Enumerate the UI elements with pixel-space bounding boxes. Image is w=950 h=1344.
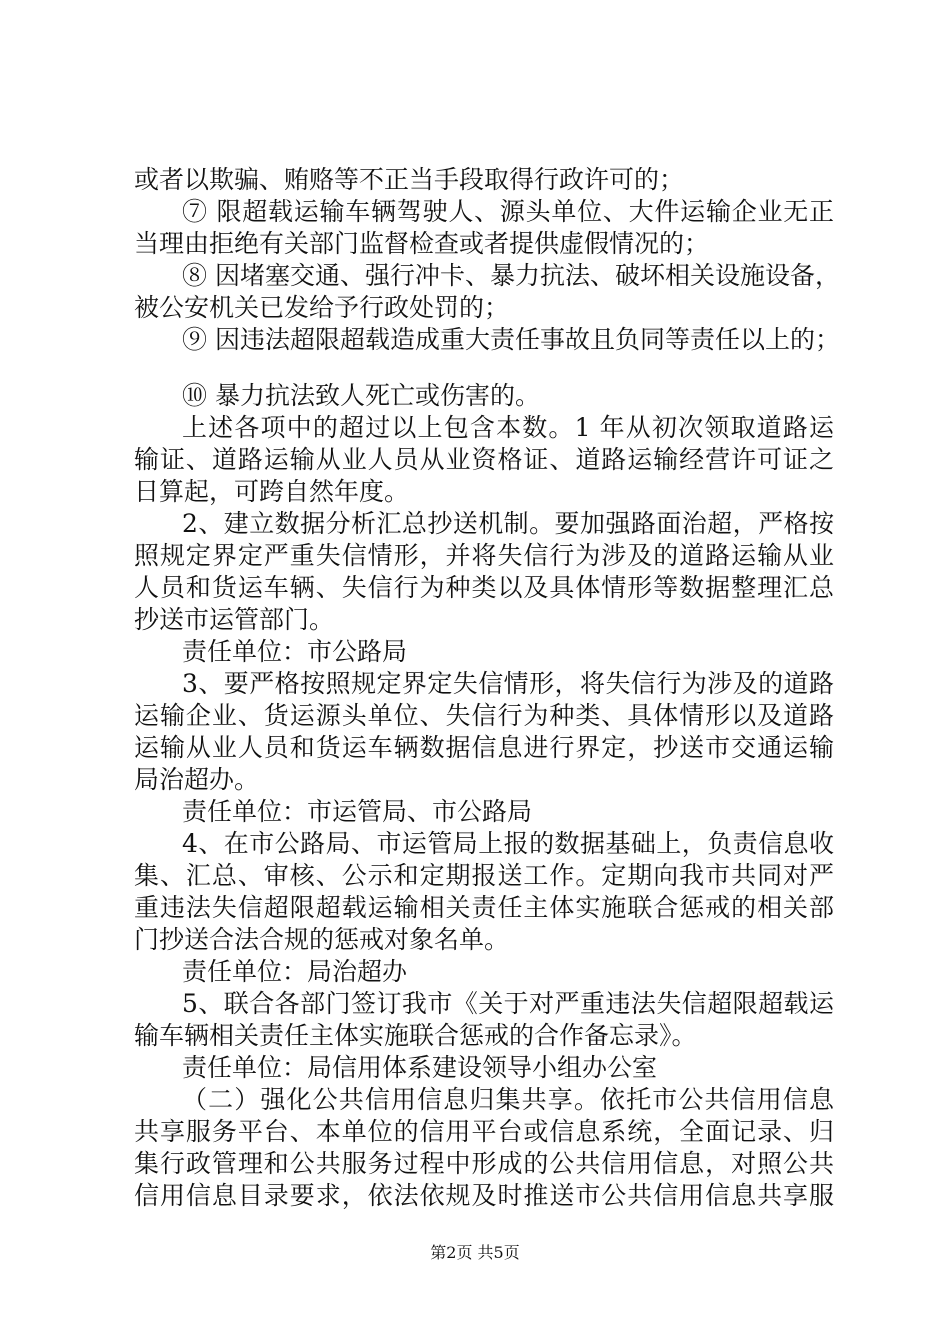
text-line: 4、在市公路局、市运管局上报的数据基础上，负责信息收 [182,829,834,858]
text-line: 共享服务平台、本单位的信用平台或信息系统，全面记录、归 [134,1117,834,1146]
text-line: （二）强化公共信用信息归集共享。依托市公共信用信息 [182,1085,834,1114]
text-line: ⑦ 限超载运输车辆驾驶人、源头单位、大件运输企业无正 [182,197,834,226]
text-line: ⑨ 因违法超限超载造成重大责任事故且负同等责任以上的； [182,325,840,354]
text-line: 当理由拒绝有关部门监督检查或者提供虚假情况的； [134,229,710,258]
text-line: 日算起，可跨自然年度。 [134,477,410,506]
text-line: 人员和货运车辆、失信行为种类以及具体情形等数据整理汇总 [134,573,834,602]
text-line: 运输企业、货运源头单位、失信行为种类、具体情形以及道路 [134,701,834,730]
text-line: ⑧ 因堵塞交通、强行冲卡、暴力抗法、破坏相关设施设备， [182,261,840,290]
text-line: 重违法失信超限超载运输相关责任主体实施联合惩戒的相关部 [134,893,834,922]
text-line: 责任单位：局信用体系建设领导小组办公室 [182,1053,658,1082]
text-line: 2、建立数据分析汇总抄送机制。要加强路面治超，严格按 [182,509,834,538]
text-line: 5、联合各部门签订我市《关于对严重违法失信超限超载运 [182,989,834,1018]
text-line: 责任单位：局治超办 [182,957,408,986]
text-line: 集、汇总、审核、公示和定期报送工作。定期向我市共同对严 [134,861,834,890]
page-footer: 第2页 共5页 [430,1243,520,1262]
text-line: 运输从业人员和货运车辆数据信息进行界定，抄送市交通运输 [134,733,834,762]
text-line: 责任单位：市公路局 [182,637,408,666]
text-line: 被公安机关已发给予行政处罚的； [134,293,510,322]
text-line: 信用信息目录要求，依法依规及时推送市公共信用信息共享服 [134,1181,834,1210]
text-line: 责任单位：市运管局、市公路局 [182,797,533,826]
text-line: 局治超办。 [134,765,260,794]
text-line: 抄送市运管部门。 [134,605,335,634]
text-line: 输车辆相关责任主体实施联合惩戒的合作备忘录》。 [134,1021,697,1050]
text-line: ⑩ 暴力抗法致人死亡或伤害的。 [182,381,540,410]
text-line: 集行政管理和公共服务过程中形成的公共信用信息，对照公共 [134,1149,834,1178]
text-line: 或者以欺骗、贿赂等不正当手段取得行政许可的； [134,165,685,194]
text-line: 输证、道路运输从业人员从业资格证、道路运输经营许可证之 [134,445,834,474]
text-line: 3、要严格按照规定界定失信情形，将失信行为涉及的道路 [182,669,834,698]
text-line: 门抄送合法合规的惩戒对象名单。 [134,925,510,954]
text-line: 照规定界定严重失信情形，并将失信行为涉及的道路运输从业 [134,541,834,570]
text-line: 上述各项中的超过以上包含本数。1 年从初次领取道路运 [182,413,834,442]
